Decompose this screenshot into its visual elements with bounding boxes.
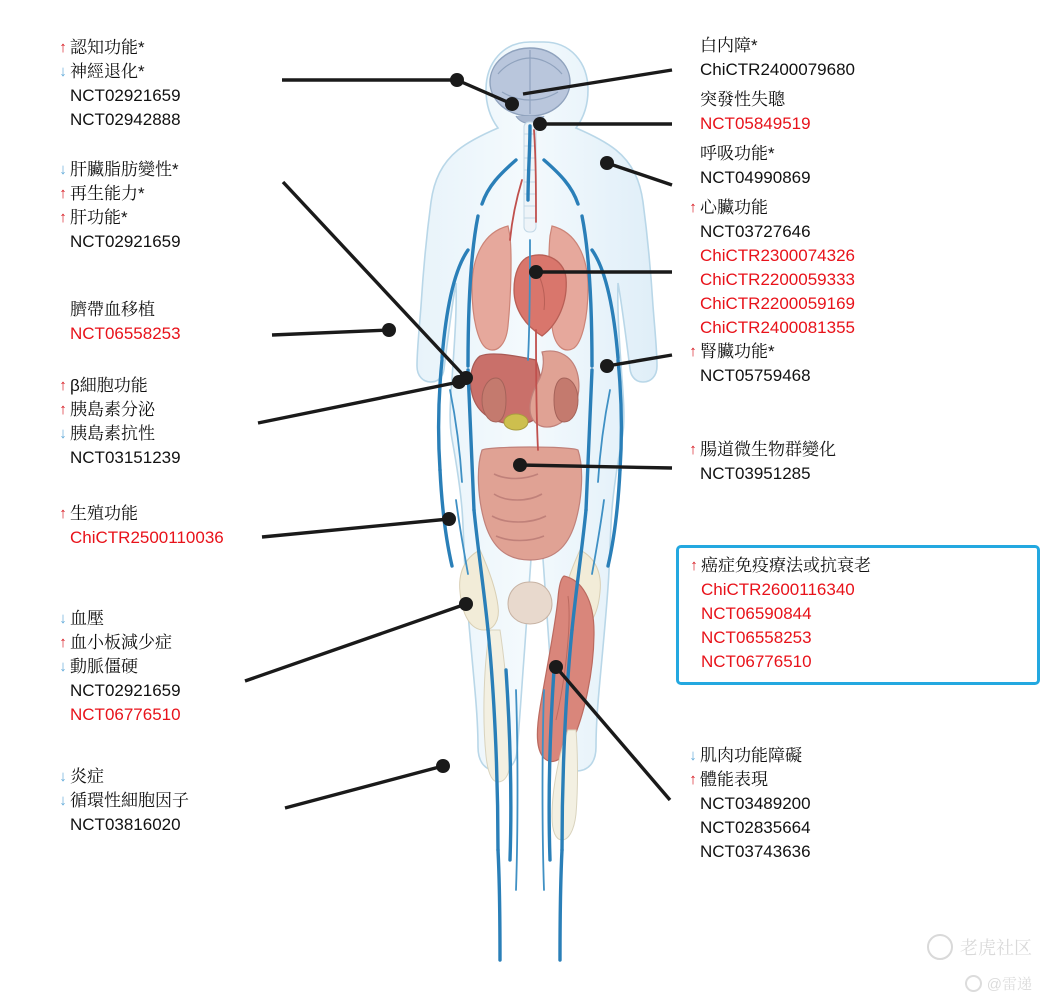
annotation-line [56, 813, 189, 837]
annotation-line [687, 578, 1027, 602]
arrow-up-icon: ↑ [59, 185, 67, 202]
arrow-up-icon: ↑ [689, 771, 697, 788]
annotation-line [687, 626, 1027, 650]
trial-id: NCT06776510 [701, 652, 812, 671]
annotation-text: 認知功能* [70, 38, 145, 57]
annotation-line [700, 58, 855, 82]
trial-id: NCT03743636 [700, 842, 811, 861]
arrow-down-icon: ↓ [59, 610, 67, 627]
annotation-inflammation [56, 765, 189, 837]
arrow-placeholder [56, 526, 70, 550]
annotation-line [686, 840, 811, 864]
arrow-placeholder [686, 816, 700, 840]
trial-id: ChiCTR2200059333 [700, 270, 855, 289]
annotation-line [56, 789, 189, 813]
annotation-line [700, 112, 811, 136]
trial-id: ChiCTR2400079680 [700, 60, 855, 79]
trial-id: ChiCTR2500110036 [70, 528, 224, 547]
arrow-placeholder [56, 813, 70, 837]
arrow-up-icon: ↑ [689, 199, 697, 216]
trial-id: NCT06776510 [70, 705, 181, 724]
arrow-placeholder [56, 446, 70, 470]
annotation-text: β細胞功能 [70, 376, 148, 395]
annotation-vascular [56, 607, 181, 727]
arrow-up-icon: ↑ [59, 505, 67, 522]
arrow-placeholder [686, 244, 700, 268]
annotation-cancer-box [676, 545, 1040, 685]
annotation-text: 體能表現 [700, 770, 768, 789]
arrow-down-icon: ↓ [59, 792, 67, 809]
annotation-line [56, 84, 181, 108]
arrow-up-icon: ↑ [59, 634, 67, 651]
annotation-cord-blood [56, 298, 181, 346]
annotation-line [700, 166, 811, 190]
trial-id: NCT04990869 [700, 168, 811, 187]
annotation-line [56, 502, 224, 526]
annotation-text: 神經退化* [70, 62, 145, 81]
annotation-line [686, 816, 811, 840]
intestines-organ [478, 447, 581, 560]
annotation-line [686, 316, 855, 340]
annotation-line [687, 602, 1027, 626]
watermark-dot-icon [965, 975, 982, 992]
annotation-brain [56, 36, 181, 132]
arrow-up-icon: ↑ [689, 343, 697, 360]
annotation-line [56, 206, 181, 230]
annotation-line [56, 374, 181, 398]
arrow-up-icon: ↑ [59, 377, 67, 394]
arrow-down-icon: ↓ [59, 161, 67, 178]
arrow-down-icon: ↓ [59, 768, 67, 785]
arrow-up-icon: ↑ [689, 441, 697, 458]
annotation-text: 突發性失聰 [700, 90, 785, 109]
annotation-line [56, 182, 181, 206]
annotation-gut [686, 438, 836, 486]
annotation-line [686, 292, 855, 316]
arrow-placeholder [56, 108, 70, 132]
trial-id: NCT05849519 [700, 114, 811, 133]
trial-id: ChiCTR2200059169 [700, 294, 855, 313]
annotation-text: 呼吸功能* [700, 144, 775, 163]
trial-id: NCT03951285 [700, 464, 811, 483]
annotation-text: 白内障* [700, 36, 758, 55]
annotation-text: 動脈僵硬 [70, 657, 138, 676]
annotation-text: 炎症 [70, 767, 104, 786]
annotation-liver [56, 158, 181, 254]
arrow-placeholder [687, 650, 701, 674]
arrow-placeholder [686, 462, 700, 486]
watermark-text: @雷递 [986, 976, 1032, 993]
arrow-placeholder [686, 220, 700, 244]
annotation-line [56, 765, 189, 789]
arrow-placeholder [686, 268, 700, 292]
annotation-line [686, 340, 811, 364]
arrow-down-icon: ↓ [59, 63, 67, 80]
watermark-text: 老虎社区 [960, 938, 1032, 958]
trial-id: NCT02921659 [70, 86, 181, 105]
annotation-line [56, 422, 181, 446]
arrow-up-icon: ↑ [690, 557, 698, 574]
trial-id: NCT06558253 [70, 324, 181, 343]
arrow-up-icon: ↑ [59, 39, 67, 56]
annotation-line [56, 655, 181, 679]
annotation-line [686, 364, 811, 388]
annotation-line [56, 526, 224, 550]
annotation-text: 心臟功能 [700, 198, 768, 217]
arrow-placeholder [686, 316, 700, 340]
arrow-up-icon: ↑ [59, 401, 67, 418]
watermark-secondary [965, 973, 1032, 994]
annotation-line [700, 142, 811, 166]
annotation-respiratory [700, 142, 811, 190]
trial-id: NCT02942888 [70, 110, 181, 129]
annotation-line [56, 230, 181, 254]
annotation-line [687, 554, 1027, 578]
annotation-line [56, 322, 181, 346]
arrow-placeholder [687, 626, 701, 650]
arrow-placeholder [686, 292, 700, 316]
annotation-line [56, 679, 181, 703]
arrow-placeholder [56, 703, 70, 727]
annotation-text: 肝功能* [70, 208, 128, 227]
annotation-line [56, 60, 181, 84]
annotation-line [56, 298, 181, 322]
arrow-placeholder [686, 792, 700, 816]
annotation-reproductive [56, 502, 224, 550]
trial-id: NCT03727646 [700, 222, 811, 241]
annotation-line [56, 446, 181, 470]
human-body-illustration [330, 30, 730, 990]
annotation-text: 臍帶血移植 [70, 300, 155, 319]
annotation-text: 生殖功能 [70, 504, 138, 523]
annotation-cataract [700, 34, 855, 82]
annotation-line [686, 268, 855, 292]
annotation-text: 肝臟脂肪變性* [70, 160, 179, 179]
trial-id: ChiCTR2300074326 [700, 246, 855, 265]
trial-id: NCT03816020 [70, 815, 181, 834]
trial-id: NCT05759468 [700, 366, 811, 385]
arrow-down-icon: ↓ [59, 658, 67, 675]
trial-id: NCT02835664 [700, 818, 811, 837]
trial-id: ChiCTR2400081355 [700, 318, 855, 337]
annotation-line [56, 36, 181, 60]
annotation-line [686, 244, 855, 268]
arrow-placeholder [56, 84, 70, 108]
trial-id: NCT06558253 [701, 628, 812, 647]
annotation-line [686, 768, 811, 792]
annotation-text: 癌症免疫療法或抗衰老 [701, 556, 871, 575]
trial-id: ChiCTR2600116340 [701, 580, 855, 599]
annotation-line [686, 744, 811, 768]
watermark-primary [927, 934, 1032, 960]
trial-id: NCT03489200 [700, 794, 811, 813]
arrow-placeholder [56, 230, 70, 254]
annotation-kidney [686, 340, 811, 388]
annotation-line [56, 108, 181, 132]
annotation-text: 血壓 [70, 609, 104, 628]
annotation-text: 循環性細胞因子 [70, 791, 189, 810]
trial-id: NCT03151239 [70, 448, 181, 467]
annotation-text: 胰島素分泌 [70, 400, 155, 419]
gallbladder-organ [504, 414, 528, 430]
annotation-line [686, 792, 811, 816]
annotation-text: 胰島素抗性 [70, 424, 155, 443]
annotation-line [56, 703, 181, 727]
trial-id: NCT02921659 [70, 232, 181, 251]
arrow-down-icon: ↓ [689, 747, 697, 764]
annotation-text: 腎臟功能* [700, 342, 775, 361]
annotation-hearing [700, 88, 811, 136]
annotation-line [686, 462, 836, 486]
arrow-placeholder [56, 322, 70, 346]
annotation-text: 腸道微生物群變化 [700, 440, 836, 459]
annotation-line [687, 650, 1027, 674]
arrow-placeholder [687, 578, 701, 602]
watermark-logo-icon [927, 934, 953, 960]
annotation-line [700, 34, 855, 58]
trial-id: NCT02921659 [70, 681, 181, 700]
arrow-placeholder [687, 602, 701, 626]
annotation-muscle [686, 744, 811, 864]
trial-id: NCT06590844 [701, 604, 812, 623]
arrow-up-icon: ↑ [59, 209, 67, 226]
annotation-line [686, 220, 855, 244]
arrow-down-icon: ↓ [59, 425, 67, 442]
annotation-text: 血小板減少症 [70, 633, 172, 652]
annotation-line [56, 607, 181, 631]
annotation-heart [686, 196, 855, 340]
annotation-line [56, 398, 181, 422]
arrow-placeholder [686, 840, 700, 864]
annotation-line [686, 196, 855, 220]
annotation-line [686, 438, 836, 462]
arrow-placeholder [56, 679, 70, 703]
arrow-placeholder [686, 364, 700, 388]
annotation-line [700, 88, 811, 112]
annotation-text: 肌肉功能障礙 [700, 746, 802, 765]
arrow-placeholder [56, 298, 70, 322]
annotation-pancreas [56, 374, 181, 470]
annotation-line [56, 631, 181, 655]
annotation-text: 再生能力* [70, 184, 145, 203]
annotation-line [56, 158, 181, 182]
